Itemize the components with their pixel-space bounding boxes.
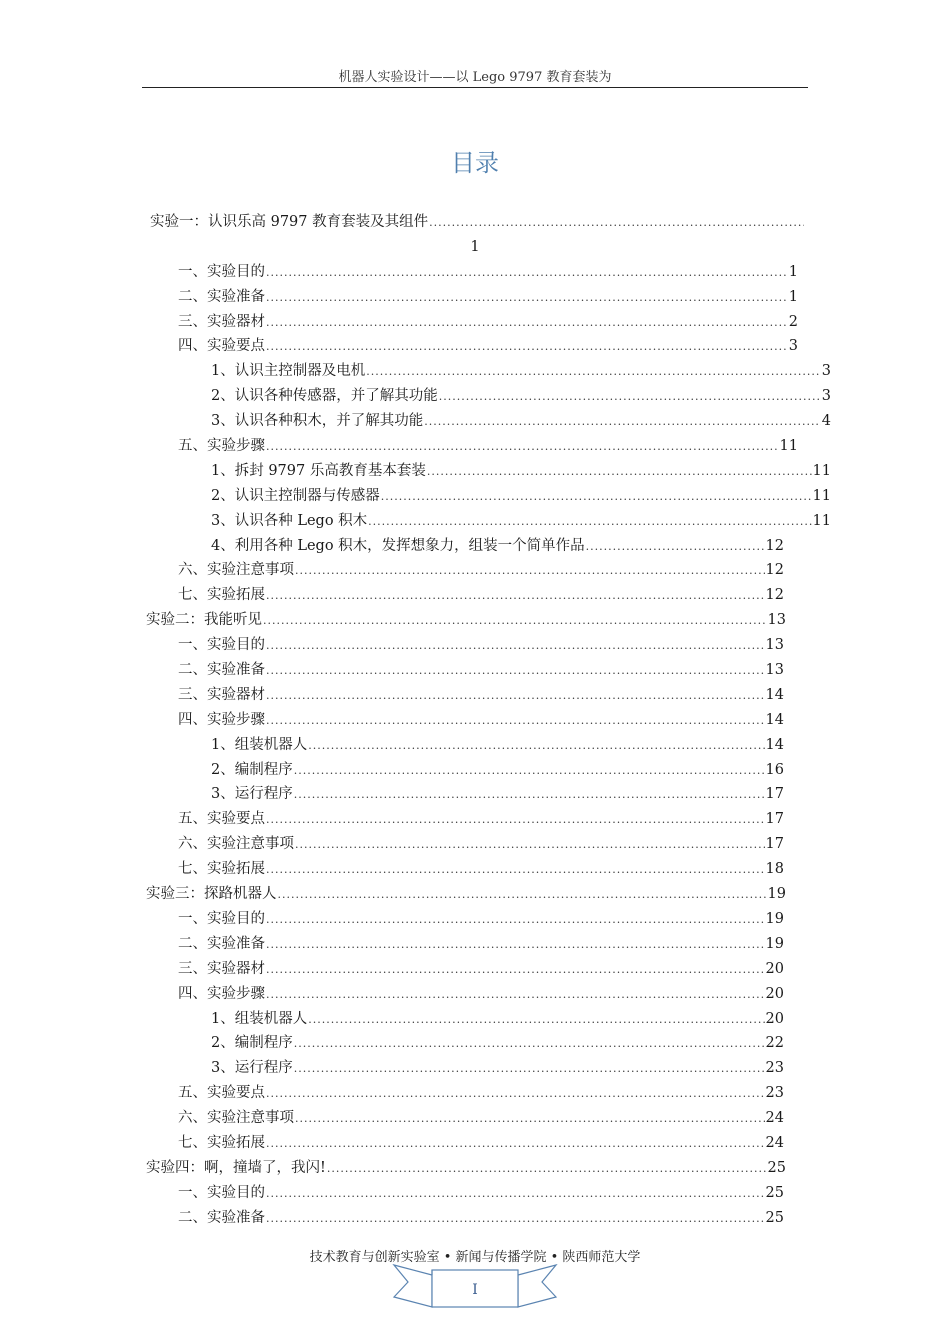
dot-leader bbox=[294, 1057, 765, 1082]
toc-entry-page: 17 bbox=[765, 811, 784, 828]
table-of-contents bbox=[0, 210, 950, 1231]
toc-entry-page: 12 bbox=[765, 587, 784, 604]
toc-entry-page: 3 bbox=[821, 388, 831, 405]
header-rule bbox=[142, 87, 808, 88]
toc-entry-label: 四、实验要点 bbox=[178, 338, 265, 355]
toc-entry-page: 4 bbox=[821, 413, 831, 430]
toc-entry-label: 一、实验目的 bbox=[178, 637, 265, 654]
toc-entry-label: 实验三：探路机器人 bbox=[146, 886, 277, 903]
toc-entry-subsection[interactable] bbox=[211, 733, 784, 758]
toc-entry-page: 25 bbox=[767, 1159, 786, 1176]
toc-entry-page: 19 bbox=[765, 935, 784, 952]
toc-entry-section[interactable] bbox=[178, 1131, 784, 1156]
dot-leader bbox=[266, 933, 765, 958]
toc-entry-page: 2 bbox=[788, 313, 798, 330]
toc-entry-label: 一、实验目的 bbox=[178, 263, 265, 280]
toc-entry-page: 19 bbox=[765, 910, 784, 927]
toc-entry-label: 2、认识主控制器与传感器 bbox=[211, 487, 380, 504]
toc-entry-label: 二、实验准备 bbox=[178, 1209, 265, 1226]
toc-entry-section[interactable] bbox=[178, 907, 784, 932]
toc-entry-label: 4、利用各种 Lego 积木，发挥想象力，组装一个简单作品 bbox=[211, 537, 585, 554]
toc-entry-page: 11 bbox=[779, 438, 798, 455]
toc-entry-label: 1、组装机器人 bbox=[211, 1010, 308, 1027]
toc-entry-page: 13 bbox=[765, 662, 784, 679]
toc-entry-label: 五、实验步骤 bbox=[178, 438, 265, 455]
dot-leader bbox=[429, 211, 804, 236]
dot-leader bbox=[266, 261, 788, 286]
toc-entry-chapter[interactable] bbox=[146, 608, 786, 633]
toc-entry-label: 四、实验步骤 bbox=[178, 711, 265, 728]
toc-entry-subsection[interactable] bbox=[211, 509, 831, 534]
toc-entry-subsection[interactable] bbox=[211, 409, 831, 434]
dot-leader bbox=[295, 833, 765, 858]
dot-leader bbox=[266, 335, 788, 360]
dot-leader bbox=[586, 535, 765, 560]
toc-entry-label: 实验一：认识乐高 9797 教育套装及其组件 bbox=[150, 214, 429, 230]
toc-entry-page: 19 bbox=[767, 886, 786, 903]
toc-entry-label: 三、实验器材 bbox=[178, 686, 265, 703]
toc-entry-section[interactable] bbox=[178, 558, 784, 583]
toc-entry-page: 24 bbox=[765, 1110, 784, 1127]
toc-entry-section[interactable] bbox=[178, 285, 798, 310]
toc-entry-label: 二、实验准备 bbox=[178, 935, 265, 952]
dot-leader bbox=[308, 1008, 764, 1033]
toc-entry-label: 一、实验目的 bbox=[178, 910, 265, 927]
toc-entry-label: 五、实验要点 bbox=[178, 811, 265, 828]
toc-entry-label: 2、编制程序 bbox=[211, 761, 293, 778]
dot-leader bbox=[266, 1132, 765, 1157]
toc-entry-page: 1 bbox=[470, 238, 480, 255]
toc-entry-page: 24 bbox=[765, 1134, 784, 1151]
dot-leader bbox=[266, 435, 779, 460]
toc-entry-label: 七、实验拓展 bbox=[178, 587, 265, 604]
toc-entry-page: 20 bbox=[765, 1010, 784, 1027]
toc-entry-section[interactable] bbox=[178, 334, 798, 359]
toc-entry-label: 1、组装机器人 bbox=[211, 736, 308, 753]
dot-leader bbox=[327, 1157, 767, 1182]
toc-entry-section[interactable] bbox=[178, 982, 784, 1007]
toc-entry-page: 25 bbox=[765, 1184, 784, 1201]
dot-leader bbox=[266, 286, 788, 311]
toc-entry-section[interactable] bbox=[178, 807, 784, 832]
toc-entry-section[interactable] bbox=[178, 583, 784, 608]
footer-institution: 技术教育与创新实验室 • 新闻与传播学院 • 陕西师范大学 bbox=[309, 1250, 641, 1265]
toc-entry-section[interactable] bbox=[178, 708, 784, 733]
toc-entry-label: 三、实验器材 bbox=[178, 960, 265, 977]
toc-entry-section[interactable] bbox=[178, 932, 784, 957]
toc-entry-subsection[interactable] bbox=[211, 1007, 784, 1032]
toc-entry-section[interactable] bbox=[178, 1106, 784, 1131]
toc-entry-page: 1 bbox=[788, 288, 798, 305]
toc-entry-page: 25 bbox=[765, 1209, 784, 1226]
toc-entry-page: 12 bbox=[765, 562, 784, 579]
dot-leader bbox=[295, 1107, 765, 1132]
toc-entry-page: 11 bbox=[812, 462, 831, 479]
toc-entry-subsection[interactable] bbox=[211, 758, 784, 783]
toc-entry-subsection[interactable] bbox=[211, 384, 831, 409]
toc-entry-subsection[interactable] bbox=[211, 359, 831, 384]
dot-leader bbox=[266, 709, 765, 734]
toc-entry-section[interactable] bbox=[178, 957, 784, 982]
toc-entry-label: 3、认识各种积木，并了解其功能 bbox=[211, 413, 424, 430]
toc-entry-section[interactable] bbox=[178, 832, 784, 857]
toc-entry-section[interactable] bbox=[178, 683, 784, 708]
toc-entry-label: 七、实验拓展 bbox=[178, 861, 265, 878]
toc-entry-label: 二、实验准备 bbox=[178, 288, 265, 305]
toc-entry-section[interactable] bbox=[178, 633, 784, 658]
toc-entry-chapter[interactable] bbox=[150, 210, 805, 235]
toc-entry-page: 13 bbox=[765, 637, 784, 654]
toc-entry-label: 实验四：啊，撞墙了，我闪! bbox=[146, 1159, 326, 1176]
toc-entry-page: 16 bbox=[765, 761, 784, 778]
dot-leader bbox=[263, 609, 767, 634]
dot-leader bbox=[266, 584, 765, 609]
toc-entry-page: 14 bbox=[765, 686, 784, 703]
toc-entry-page: 20 bbox=[765, 985, 784, 1002]
toc-entry-section[interactable] bbox=[178, 434, 798, 459]
toc-entry-page: 13 bbox=[767, 612, 786, 629]
toc-entry-page: 17 bbox=[765, 786, 784, 803]
dot-leader bbox=[439, 385, 821, 410]
toc-entry-subsection[interactable] bbox=[211, 459, 831, 484]
toc-entry-label: 3、运行程序 bbox=[211, 786, 293, 803]
dot-leader bbox=[266, 908, 765, 933]
toc-entry-section[interactable] bbox=[178, 1206, 784, 1231]
toc-entry-label: 3、运行程序 bbox=[211, 1060, 293, 1077]
dot-leader bbox=[308, 734, 764, 759]
toc-entry-page: 17 bbox=[765, 836, 784, 853]
toc-entry-section[interactable] bbox=[178, 1081, 784, 1106]
dot-leader bbox=[266, 808, 765, 833]
dot-leader bbox=[266, 311, 788, 336]
toc-entry-page: 20 bbox=[765, 960, 784, 977]
toc-entry-page: 11 bbox=[812, 512, 831, 529]
dot-leader bbox=[294, 1032, 765, 1057]
toc-entry-subsection[interactable] bbox=[211, 484, 831, 509]
toc-entry-page: 14 bbox=[765, 711, 784, 728]
dot-leader bbox=[266, 858, 765, 883]
toc-entry-label: 实验二：我能听见 bbox=[146, 612, 262, 629]
toc-entry-label: 六、实验注意事项 bbox=[178, 562, 294, 579]
dot-leader bbox=[294, 783, 765, 808]
dot-leader bbox=[366, 360, 821, 385]
toc-entry-chapter[interactable] bbox=[146, 1156, 786, 1181]
dot-leader bbox=[381, 485, 812, 510]
running-header: 机器人实验设计——以 Lego 9797 教育套装为 bbox=[338, 70, 612, 85]
toc-entry-label: 2、编制程序 bbox=[211, 1035, 293, 1052]
toc-entry-label: 2、认识各种传感器，并了解其功能 bbox=[211, 388, 438, 405]
toc-entry-section[interactable] bbox=[178, 1181, 784, 1206]
toc-entry-label: 四、实验步骤 bbox=[178, 985, 265, 1002]
toc-entry-section[interactable] bbox=[178, 310, 798, 335]
toc-entry-page: 12 bbox=[765, 537, 784, 554]
toc-entry-subsection[interactable] bbox=[211, 534, 784, 559]
dot-leader bbox=[266, 1082, 765, 1107]
toc-entry-section[interactable] bbox=[178, 260, 798, 285]
dot-leader bbox=[266, 1182, 765, 1207]
toc-entry-section[interactable] bbox=[178, 857, 784, 882]
toc-entry-label: 五、实验要点 bbox=[178, 1085, 265, 1102]
toc-entry-page: 23 bbox=[765, 1060, 784, 1077]
toc-entry-page: 14 bbox=[765, 736, 784, 753]
toc-entry-page: 3 bbox=[788, 338, 798, 355]
toc-entry-subsection[interactable] bbox=[211, 782, 784, 807]
toc-entry-label: 三、实验器材 bbox=[178, 313, 265, 330]
page-number: I bbox=[472, 1282, 478, 1298]
toc-entry-subsection[interactable] bbox=[211, 1031, 784, 1056]
toc-entry-page: 11 bbox=[812, 487, 831, 504]
toc-entry-page: 22 bbox=[765, 1035, 784, 1052]
toc-title: 目录 bbox=[451, 149, 499, 177]
toc-entry-page: 23 bbox=[765, 1085, 784, 1102]
toc-entry-label: 七、实验拓展 bbox=[178, 1134, 265, 1151]
dot-leader bbox=[427, 460, 812, 485]
dot-leader bbox=[266, 684, 765, 709]
toc-entry-label: 1、拆封 9797 乐高教育基本套装 bbox=[211, 462, 426, 479]
toc-entry-chapter[interactable] bbox=[146, 882, 786, 907]
dot-leader bbox=[368, 510, 811, 535]
toc-entry-label: 二、实验准备 bbox=[178, 662, 265, 679]
toc-entry-section[interactable] bbox=[178, 658, 784, 683]
toc-entry-label: 六、实验注意事项 bbox=[178, 836, 294, 853]
toc-entry-label: 3、认识各种 Lego 积木 bbox=[211, 512, 368, 529]
dot-leader bbox=[294, 759, 765, 784]
dot-leader bbox=[278, 883, 767, 908]
dot-leader bbox=[424, 410, 821, 435]
dot-leader bbox=[266, 659, 765, 684]
toc-entry-page: 1 bbox=[788, 263, 798, 280]
toc-entry-subsection[interactable] bbox=[211, 1056, 784, 1081]
toc-entry-label: 1、认识主控制器及电机 bbox=[211, 363, 366, 380]
dot-leader bbox=[266, 1207, 765, 1232]
toc-entry-page: 18 bbox=[765, 861, 784, 878]
toc-entry-page: 3 bbox=[821, 363, 831, 380]
dot-leader bbox=[295, 559, 765, 584]
toc-entry-label: 六、实验注意事项 bbox=[178, 1110, 294, 1127]
dot-leader bbox=[266, 634, 765, 659]
dot-leader bbox=[266, 958, 765, 983]
toc-entry-label: 一、实验目的 bbox=[178, 1184, 265, 1201]
dot-leader bbox=[266, 983, 765, 1008]
